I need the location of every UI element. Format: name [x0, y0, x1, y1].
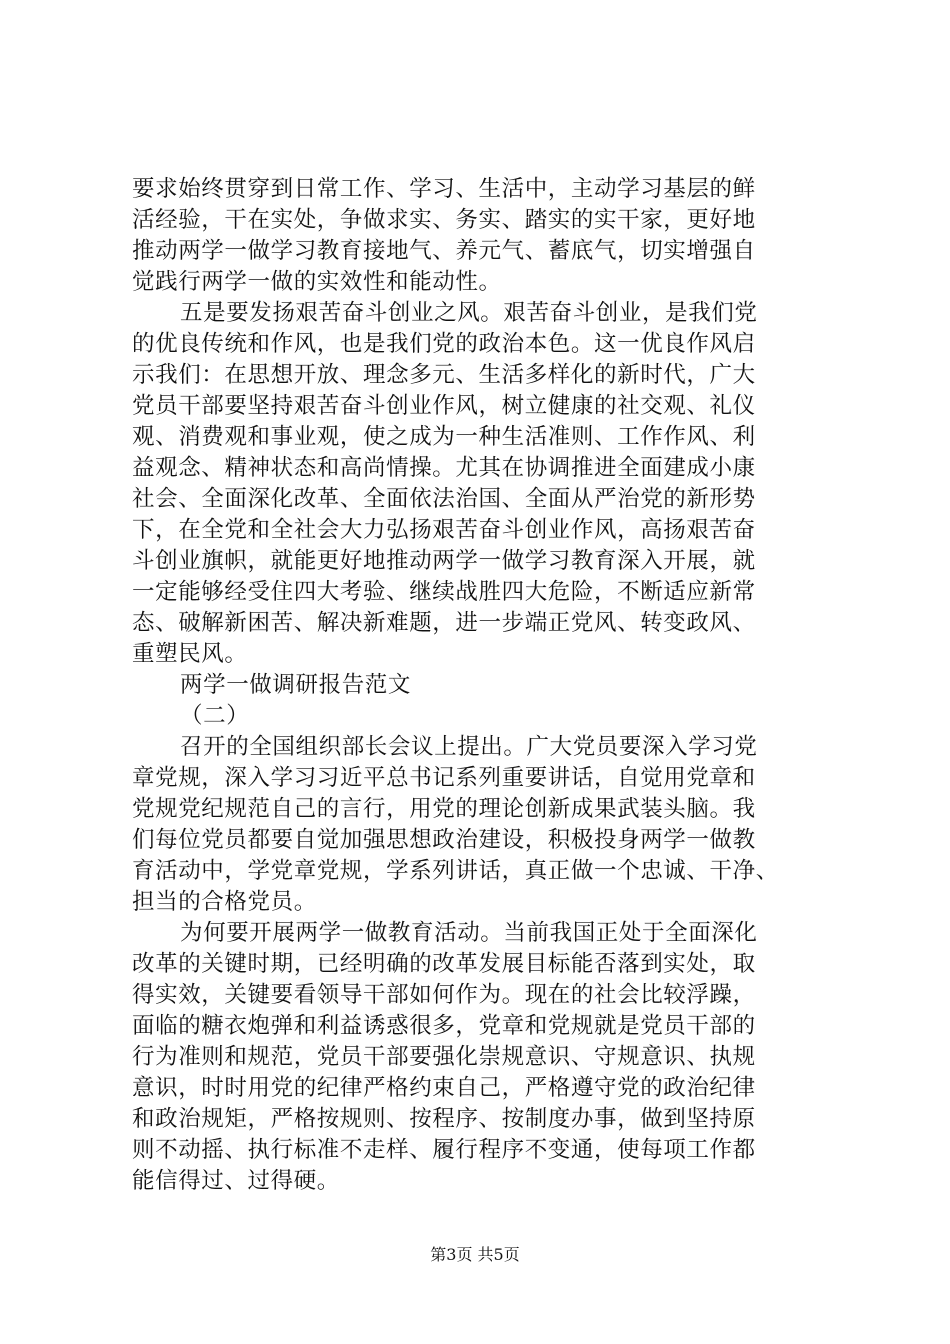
- text-line: 两学一做调研报告范文: [180, 672, 412, 698]
- text-line: 和政治规矩，严格按规则、按程序、按制度办事，做到坚持原: [132, 1106, 756, 1132]
- text-line: 一定能够经受住四大考验、继续战胜四大危险，不断适应新常: [132, 579, 756, 605]
- text-line: 面临的糖衣炮弹和利益诱惑很多，党章和党规就是党员干部的: [132, 1013, 756, 1039]
- text-line: 斗创业旗帜，就能更好地推动两学一做学习教育深入开展，就: [132, 548, 756, 574]
- text-line: 改革的关键时期，已经明确的改革发展目标能否落到实处，取: [132, 951, 756, 977]
- text-line: 育活动中，学党章党规，学系列讲话，真正做一个忠诚、干净、: [132, 858, 779, 884]
- text-line: （二）: [180, 703, 250, 729]
- text-line: 重塑民风。: [132, 641, 248, 667]
- text-line: 活经验，干在实处，争做求实、务实、踏实的实干家，更好地: [132, 207, 756, 233]
- text-line: 们每位党员都要自觉加强思想政治建设，积极投身两学一做教: [132, 827, 756, 853]
- document-body: [132, 174, 852, 1197]
- text-line: 则不动摇、执行标准不走样、履行程序不变通，使每项工作都: [132, 1137, 756, 1163]
- text-line: 得实效，关键要看领导干部如何作为。现在的社会比较浮躁，: [132, 982, 756, 1008]
- text-line: 党员干部要坚持艰苦奋斗创业作风，树立健康的社交观、礼仪: [132, 393, 756, 419]
- text-line: 觉践行两学一做的实效性和能动性。: [132, 269, 502, 295]
- text-line: 示我们：在思想开放、理念多元、生活多样化的新时代，广大: [132, 362, 756, 388]
- text-line: 担当的合格党员。: [132, 889, 317, 915]
- text-line: 为何要开展两学一做教育活动。当前我国正处于全面深化: [180, 920, 758, 946]
- text-line: 推动两学一做学习教育接地气、养元气、蓄底气，切实增强自: [132, 238, 756, 264]
- text-line: 的优良传统和作风，也是我们党的政治本色。这一优良作风启: [132, 331, 756, 357]
- text-line: 章党规，深入学习习近平总书记系列重要讲话，自觉用党章和: [132, 765, 756, 791]
- text-line: 五是要发扬艰苦奋斗创业之风。艰苦奋斗创业，是我们党: [180, 300, 758, 326]
- page-footer: 第3页 共5页: [430, 1245, 520, 1264]
- text-line: 召开的全国组织部长会议上提出。广大党员要深入学习党: [180, 734, 758, 760]
- text-line: 要求始终贯穿到日常工作、学习、生活中，主动学习基层的鲜: [132, 176, 756, 202]
- text-line: 行为准则和规范，党员干部要强化崇规意识、守规意识、执规: [132, 1044, 756, 1070]
- text-line: 态、破解新困苦、解决新难题，进一步端正党风、转变政风、: [132, 610, 756, 636]
- text-line: 意识，时时用党的纪律严格约束自己，严格遵守党的政治纪律: [132, 1075, 756, 1101]
- text-line: 能信得过、过得硬。: [132, 1168, 340, 1194]
- text-line: 下，在全党和全社会大力弘扬艰苦奋斗创业作风，高扬艰苦奋: [132, 517, 756, 543]
- text-line: 社会、全面深化改革、全面依法治国、全面从严治党的新形势: [132, 486, 756, 512]
- text-line: 观、消费观和事业观，使之成为一种生活准则、工作作风、利: [132, 424, 756, 450]
- text-line: 益观念、精神状态和高尚情操。尤其在协调推进全面建成小康: [132, 455, 756, 481]
- text-line: 党规党纪规范自己的言行，用党的理论创新成果武装头脑。我: [132, 796, 756, 822]
